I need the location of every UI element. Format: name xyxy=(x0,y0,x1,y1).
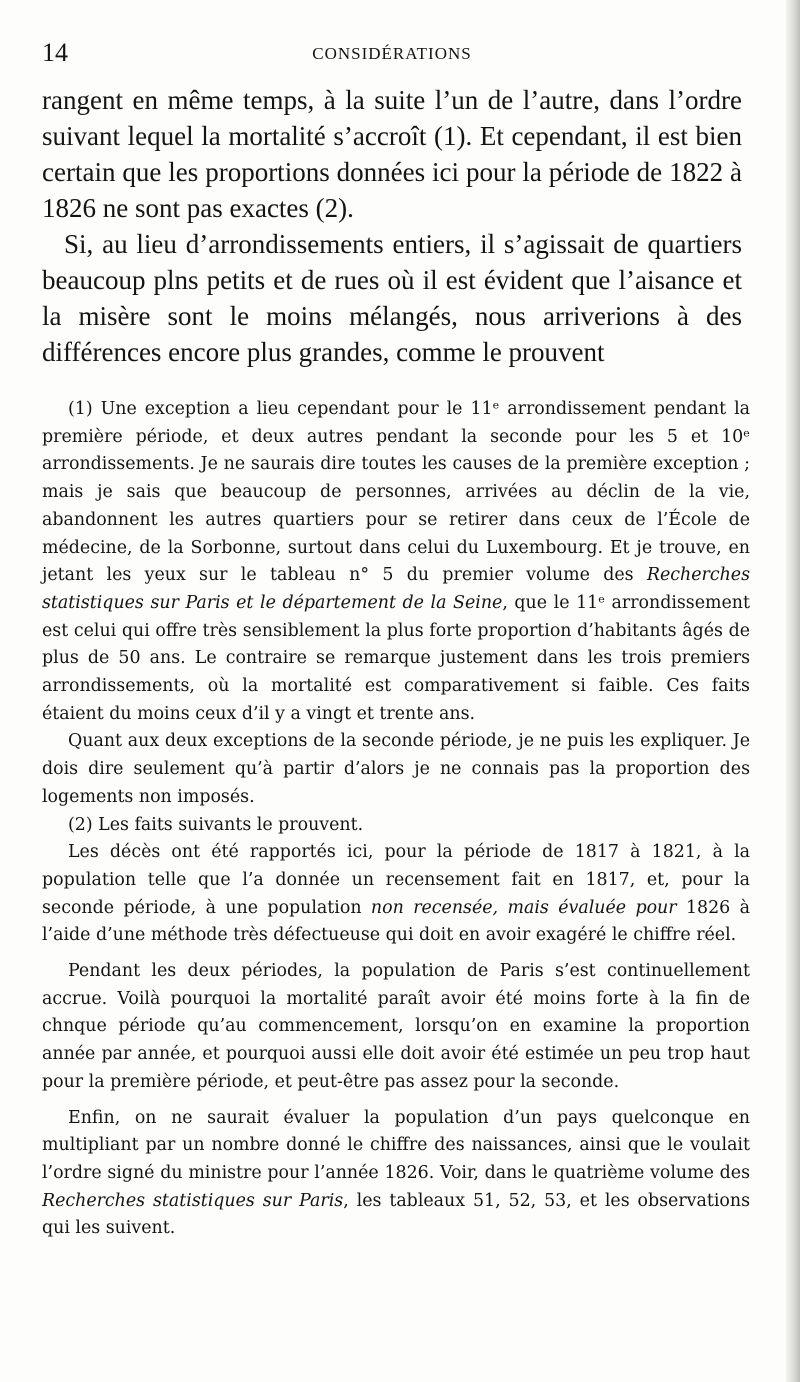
footnote-1-text-b: , que le 11ᵉ arrondissement est celui qui offre très sensiblement la plus forte proportion d’habitants âgés de plus de 50 ans. Le contraire se remarque justement dans les trois premiers arrondissements, où la mortalité est comparativement si faible. Ces faits étaient du moins ceux d’il y a vingt et trente ans. xyxy=(42,592,750,724)
footnote-2-text-c: Enfin, on ne saurait évaluer la population d’un pays quelconque en multipliant par un nombre donné le chiffre des naissances, ainsi que le voulait l’ordre signé du ministre pour l’année 1826. Voir, dans le quatrième volume des xyxy=(42,1107,750,1183)
footnote-2-paragraph-2: Pendant les deux périodes, la population de Paris s’est continuellement accrue. Voilà pourquoi la mortalité paraît avoir été moins forte à la fin de chnque période qu’au commencement, lorsqu’on en examine la proportion année par année, et pourquoi aussi elle doit avoir été estimée un peu trop haut pour la première période, et peut-être pas assez pour la seconde. xyxy=(42,961,750,1092)
footnote-1-text-a: (1) Une exception a lieu cependant pour le 11ᵉ arrondissement pendant la première période, et deux autres pendant la seconde pour les 5 et 10ᵉ arrondissements. Je ne saurais dire toutes les causes de la première exception ; mais je sais que beaucoup de personnes, arrivées au déclin de la vie, abandonnent les autres quartiers pour se retirer dans ceux de l’École de médecine, de la Sorbonne, surtout dans celui du Luxembourg. Et je trouve, en jetant les yeux sur le tableau n° 5 du premier volume des xyxy=(42,399,750,586)
footnote-2-intro: (2) Les faits suivants le prouvent. xyxy=(68,814,364,835)
page-edge-shadow xyxy=(786,0,800,1382)
footnote-2-book-title: Recherches statistiques sur Paris xyxy=(42,1190,344,1211)
footnote-2-text-a: Les décès ont été rapportés ici, pour la période de 1817 à 1821, à la population telle que l’a donnée un recensement fait en 1817, et, pour la seconde période, à une population xyxy=(42,842,750,918)
running-title: CONSIDÉRATIONS xyxy=(312,44,472,63)
page-header xyxy=(42,38,742,68)
footnote-2-paragraph-3 xyxy=(42,1105,750,1244)
footnote-2-text-d: , les tableaux 51, 52, 53, et les observations qui les suivent. xyxy=(42,1190,750,1239)
footnote-1 xyxy=(42,396,750,728)
footnote-1-book-title: Recherches statistiques sur Paris et le département de la Seine xyxy=(42,565,750,613)
footnote-1-continuation: Quant aux deux exceptions de la seconde période, je ne puis les expliquer. Je dois dire seulement qu’à partir d’alors je ne connais pas la proportion des logements non imposés. xyxy=(42,731,750,807)
main-text xyxy=(42,82,742,370)
footnote-2-emphasis: non recensée, mais évaluée pour xyxy=(370,897,677,918)
footnotes xyxy=(42,396,750,1243)
footnote-2-paragraph-1 xyxy=(42,839,750,950)
body-paragraph-2: Si, au lieu d’arrondissements entiers, il s’agissait de quartiers beaucoup plns petits et de rues où il est évident que l’aisance et la misère sont le moins mélangés, nous arriverions à des différences encore plus grandes, comme le prouvent xyxy=(42,229,742,367)
body-paragraph-1: rangent en même temps, à la suite l’un de l’autre, dans l’ordre suivant lequel la mortalité s’accroît (1). Et cependant, il est bien certain que les proportions données ici pour la période de 1822 à 1826 ne sont pas exactes (2). xyxy=(42,85,742,223)
footnote-2-text-b: 1826 à l’aide d’une méthode très défectueuse qui doit en avoir exagéré le chiffre réel. xyxy=(42,897,750,946)
page-number: 14 xyxy=(42,38,68,67)
